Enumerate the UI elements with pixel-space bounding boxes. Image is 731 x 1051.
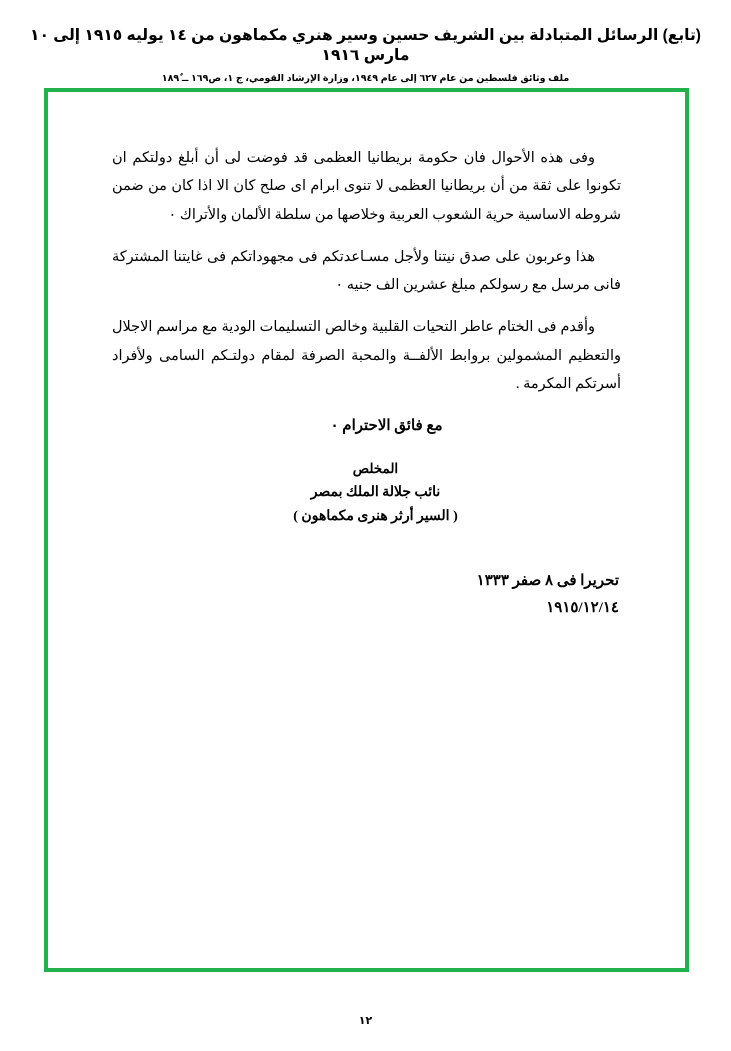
header-source-citation: ملف وثائق فلسطين من عام ٦٢٧ إلى عام ١٩٤٩، وزارة الإرشاد القومي، ج ١، ص١٦٩ ــ ١٨٩ٌ: [161, 73, 570, 85]
letter-body: [112, 144, 621, 622]
letter-paragraph: هذا وعربون على صدق نيتنا ولأجل مسـاعدتكم فى مجهوداتكم فى غايتنا المشتركة فانى مرسل مع رسولكم مبلغ عشرين الف جنيه ٠: [112, 248, 621, 294]
date-block: [112, 568, 621, 622]
signature-line: ( السير أرثر هنرى مكماهون ): [293, 509, 458, 525]
green-bordered-frame: [44, 88, 689, 972]
date-gregorian: ١٩١٥/١٢/١٤: [546, 599, 619, 616]
page-header: [0, 26, 731, 86]
letter-paragraph: وفى هذه الأحوال فان حكومة بريطانيا العظمى قد فوضت لى أن أبلغ دولتكم ان تكونوا على ثقة من أن بريطانيا العظمى لا تنوى ابرام اى صلح كان الا اذا كان من ضمن شروطه الاساسية حرية الشعوب العربية وخلاصها من سلطة الألمان والأتراك ٠: [112, 150, 621, 223]
date-hijri: تحريرا فى ٨ صفر ١٣٣٣: [476, 572, 619, 589]
letter-closing: مع فائق الاحترام ٠: [330, 418, 443, 435]
signature-line: المخلص: [352, 461, 399, 477]
header-title: (تابع) الرسائل المتبادلة بين الشريف حسين وسير هنري مكماهون من ١٤ يوليه ١٩١٥ إلى ١٠ مارس ١٩١٦: [30, 27, 701, 65]
signature-line: نائب جلالة الملك بمصر: [310, 484, 441, 500]
page-number: ١٢: [358, 1015, 373, 1027]
signature-block: [112, 457, 621, 530]
letter-paragraph: وأقدم فى الختام عاطر التحيات القلبية وخالص التسليمات الودية مع مراسم الاجلال والتعظيم المشمولين بروابط الألفــة والمحبة الصرفة لمقام دولتـكم السامى ولأفراد أسرتكم المكرمة .: [112, 319, 621, 392]
